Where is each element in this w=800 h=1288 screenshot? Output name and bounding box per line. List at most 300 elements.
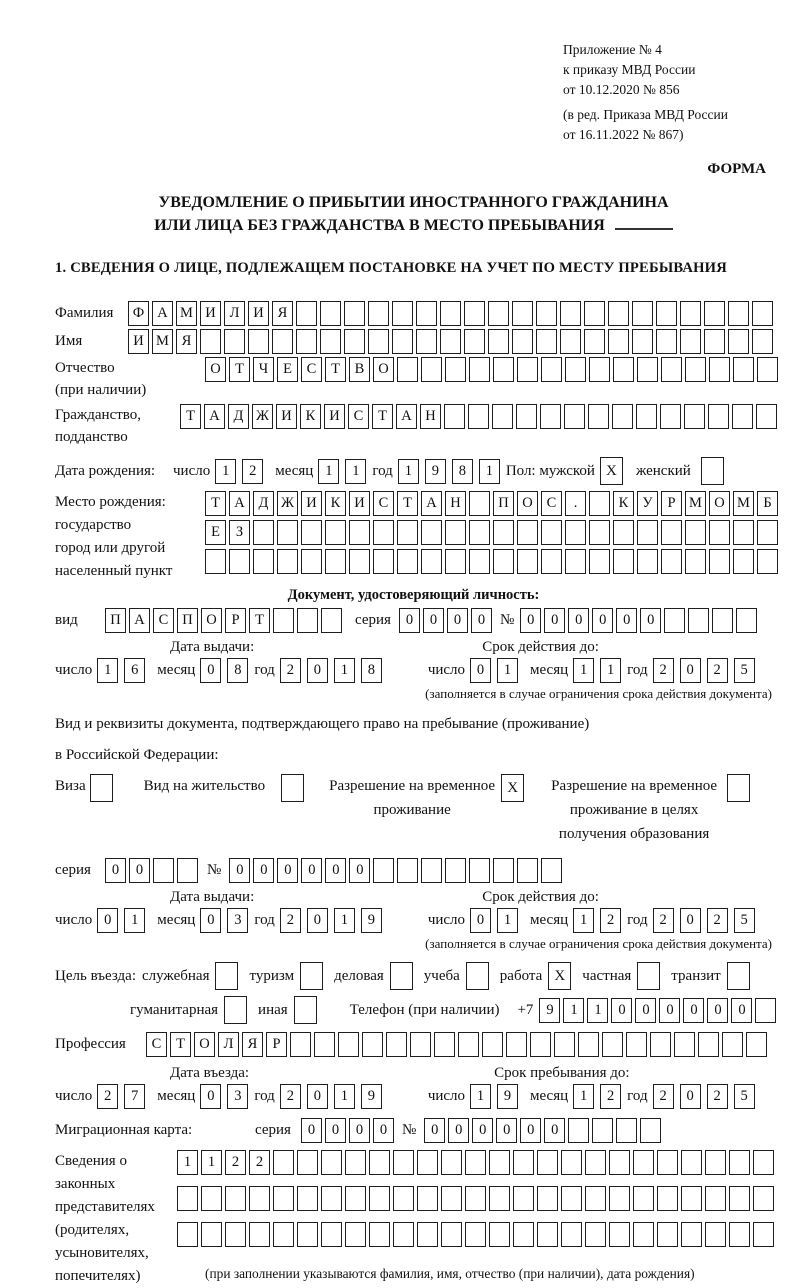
char-cell[interactable] — [297, 1186, 318, 1211]
char-cell[interactable] — [657, 1222, 678, 1247]
char-cell[interactable] — [253, 549, 274, 574]
char-cell[interactable]: 2 — [242, 459, 263, 484]
char-cell[interactable] — [568, 1118, 589, 1143]
char-cell[interactable] — [393, 1222, 414, 1247]
char-cell[interactable] — [493, 549, 514, 574]
char-cell[interactable] — [177, 1222, 198, 1247]
char-cell[interactable]: 1 — [600, 658, 621, 683]
char-cell[interactable] — [728, 329, 749, 354]
char-cell[interactable]: Л — [218, 1032, 239, 1057]
char-cell[interactable] — [301, 520, 322, 545]
char-cell[interactable]: 2 — [600, 1084, 621, 1109]
char-cell[interactable] — [729, 1186, 750, 1211]
char-cell[interactable]: 0 — [229, 858, 250, 883]
char-cell[interactable]: Д — [253, 491, 274, 516]
char-cell[interactable] — [345, 1186, 366, 1211]
char-cell[interactable] — [541, 520, 562, 545]
char-cell[interactable]: 0 — [325, 1118, 346, 1143]
char-cell[interactable] — [297, 608, 318, 633]
char-cell[interactable]: О — [373, 357, 394, 382]
char-cell[interactable]: 0 — [307, 908, 328, 933]
char-cell[interactable]: 0 — [447, 608, 468, 633]
char-cell[interactable] — [421, 520, 442, 545]
char-cell[interactable]: 0 — [200, 658, 221, 683]
char-cell[interactable]: 0 — [496, 1118, 517, 1143]
char-cell[interactable] — [489, 1222, 510, 1247]
char-cell[interactable]: И — [301, 491, 322, 516]
char-cell[interactable]: 0 — [448, 1118, 469, 1143]
char-cell[interactable]: X — [501, 774, 524, 802]
char-cell[interactable]: 2 — [249, 1150, 270, 1175]
char-cell[interactable] — [314, 1032, 335, 1057]
char-cell[interactable] — [373, 858, 394, 883]
char-cell[interactable] — [722, 1032, 743, 1057]
char-cell[interactable]: 0 — [616, 608, 637, 633]
char-cell[interactable]: М — [176, 301, 197, 326]
char-cell[interactable] — [465, 1222, 486, 1247]
char-cell[interactable]: 5 — [734, 658, 755, 683]
char-cell[interactable] — [541, 357, 562, 382]
char-cell[interactable]: 0 — [399, 608, 420, 633]
char-cell[interactable] — [248, 329, 269, 354]
char-cell[interactable] — [416, 301, 437, 326]
char-cell[interactable]: И — [200, 301, 221, 326]
char-cell[interactable]: 1 — [573, 658, 594, 683]
char-cell[interactable]: 2 — [707, 1084, 728, 1109]
char-cell[interactable] — [589, 520, 610, 545]
char-cell[interactable] — [584, 329, 605, 354]
char-cell[interactable] — [588, 404, 609, 429]
char-cell[interactable] — [680, 329, 701, 354]
char-cell[interactable]: 0 — [373, 1118, 394, 1143]
char-cell[interactable]: В — [349, 357, 370, 382]
char-cell[interactable]: О — [194, 1032, 215, 1057]
char-cell[interactable]: С — [146, 1032, 167, 1057]
char-cell[interactable]: 0 — [471, 608, 492, 633]
char-cell[interactable] — [516, 404, 537, 429]
char-cell[interactable] — [712, 608, 733, 633]
char-cell[interactable]: 1 — [334, 1084, 355, 1109]
char-cell[interactable] — [201, 1186, 222, 1211]
char-cell[interactable] — [441, 1222, 462, 1247]
char-cell[interactable] — [685, 520, 706, 545]
char-cell[interactable]: 1 — [97, 658, 118, 683]
char-cell[interactable] — [90, 774, 113, 802]
char-cell[interactable]: А — [152, 301, 173, 326]
char-cell[interactable]: 0 — [680, 908, 701, 933]
char-cell[interactable] — [565, 357, 586, 382]
char-cell[interactable] — [589, 491, 610, 516]
char-cell[interactable]: Ж — [277, 491, 298, 516]
char-cell[interactable]: Ч — [253, 357, 274, 382]
char-cell[interactable] — [704, 301, 725, 326]
char-cell[interactable]: М — [733, 491, 754, 516]
char-cell[interactable] — [177, 858, 198, 883]
char-cell[interactable]: 2 — [97, 1084, 118, 1109]
char-cell[interactable] — [273, 1222, 294, 1247]
char-cell[interactable] — [637, 549, 658, 574]
char-cell[interactable] — [537, 1222, 558, 1247]
char-cell[interactable]: 1 — [215, 459, 236, 484]
char-cell[interactable]: А — [421, 491, 442, 516]
char-cell[interactable] — [321, 608, 342, 633]
char-cell[interactable] — [709, 357, 730, 382]
char-cell[interactable] — [733, 520, 754, 545]
char-cell[interactable] — [637, 357, 658, 382]
char-cell[interactable]: Я — [176, 329, 197, 354]
char-cell[interactable] — [609, 1222, 630, 1247]
char-cell[interactable] — [517, 357, 538, 382]
char-cell[interactable] — [561, 1222, 582, 1247]
char-cell[interactable] — [705, 1186, 726, 1211]
char-cell[interactable] — [294, 996, 317, 1024]
char-cell[interactable] — [752, 301, 773, 326]
char-cell[interactable] — [513, 1222, 534, 1247]
char-cell[interactable] — [757, 549, 778, 574]
char-cell[interactable]: 1 — [497, 908, 518, 933]
char-cell[interactable]: 0 — [470, 908, 491, 933]
char-cell[interactable] — [489, 1186, 510, 1211]
char-cell[interactable] — [612, 404, 633, 429]
char-cell[interactable] — [585, 1222, 606, 1247]
char-cell[interactable]: 0 — [349, 858, 370, 883]
char-cell[interactable] — [225, 1186, 246, 1211]
char-cell[interactable] — [592, 1118, 613, 1143]
char-cell[interactable] — [488, 301, 509, 326]
char-cell[interactable] — [297, 1222, 318, 1247]
char-cell[interactable] — [733, 549, 754, 574]
char-cell[interactable] — [685, 549, 706, 574]
char-cell[interactable] — [397, 357, 418, 382]
char-cell[interactable]: 7 — [124, 1084, 145, 1109]
char-cell[interactable]: 1 — [573, 908, 594, 933]
char-cell[interactable] — [229, 549, 250, 574]
char-cell[interactable]: К — [613, 491, 634, 516]
char-cell[interactable]: 2 — [653, 908, 674, 933]
char-cell[interactable] — [493, 357, 514, 382]
char-cell[interactable]: 2 — [225, 1150, 246, 1175]
char-cell[interactable] — [656, 329, 677, 354]
char-cell[interactable] — [681, 1222, 702, 1247]
char-cell[interactable]: 2 — [280, 908, 301, 933]
char-cell[interactable] — [369, 1186, 390, 1211]
char-cell[interactable]: М — [152, 329, 173, 354]
char-cell[interactable] — [444, 404, 465, 429]
char-cell[interactable]: 9 — [497, 1084, 518, 1109]
char-cell[interactable] — [705, 1222, 726, 1247]
char-cell[interactable]: М — [685, 491, 706, 516]
char-cell[interactable] — [272, 329, 293, 354]
char-cell[interactable]: У — [637, 491, 658, 516]
char-cell[interactable] — [681, 1186, 702, 1211]
char-cell[interactable]: 2 — [600, 908, 621, 933]
char-cell[interactable] — [441, 1186, 462, 1211]
char-cell[interactable]: 1 — [334, 658, 355, 683]
char-cell[interactable]: 1 — [124, 908, 145, 933]
char-cell[interactable] — [440, 301, 461, 326]
char-cell[interactable]: X — [548, 962, 571, 990]
char-cell[interactable]: Т — [397, 491, 418, 516]
char-cell[interactable] — [273, 608, 294, 633]
char-cell[interactable] — [373, 520, 394, 545]
char-cell[interactable] — [225, 1222, 246, 1247]
char-cell[interactable]: 0 — [325, 858, 346, 883]
char-cell[interactable]: 2 — [653, 1084, 674, 1109]
char-cell[interactable] — [301, 549, 322, 574]
char-cell[interactable]: 0 — [301, 1118, 322, 1143]
char-cell[interactable] — [344, 329, 365, 354]
char-cell[interactable]: 0 — [105, 858, 126, 883]
char-cell[interactable]: И — [349, 491, 370, 516]
char-cell[interactable] — [321, 1186, 342, 1211]
char-cell[interactable]: Т — [170, 1032, 191, 1057]
char-cell[interactable]: 8 — [452, 459, 473, 484]
char-cell[interactable] — [661, 357, 682, 382]
char-cell[interactable]: 0 — [611, 998, 632, 1023]
char-cell[interactable] — [680, 301, 701, 326]
char-cell[interactable] — [656, 301, 677, 326]
char-cell[interactable] — [701, 457, 724, 485]
char-cell[interactable] — [493, 520, 514, 545]
char-cell[interactable] — [755, 998, 776, 1023]
char-cell[interactable]: Р — [661, 491, 682, 516]
char-cell[interactable]: Е — [277, 357, 298, 382]
char-cell[interactable] — [417, 1222, 438, 1247]
char-cell[interactable] — [564, 404, 585, 429]
char-cell[interactable] — [704, 329, 725, 354]
char-cell[interactable] — [153, 858, 174, 883]
char-cell[interactable]: И — [128, 329, 149, 354]
char-cell[interactable]: 9 — [539, 998, 560, 1023]
char-cell[interactable] — [757, 520, 778, 545]
char-cell[interactable]: Т — [325, 357, 346, 382]
char-cell[interactable] — [608, 301, 629, 326]
char-cell[interactable] — [320, 301, 341, 326]
char-cell[interactable] — [393, 1186, 414, 1211]
char-cell[interactable]: Л — [224, 301, 245, 326]
char-cell[interactable] — [349, 520, 370, 545]
char-cell[interactable]: 1 — [318, 459, 339, 484]
char-cell[interactable] — [650, 1032, 671, 1057]
char-cell[interactable] — [345, 1222, 366, 1247]
char-cell[interactable]: Е — [205, 520, 226, 545]
char-cell[interactable] — [368, 329, 389, 354]
char-cell[interactable] — [281, 774, 304, 802]
char-cell[interactable]: 1 — [573, 1084, 594, 1109]
char-cell[interactable]: X — [600, 457, 623, 485]
char-cell[interactable]: Н — [420, 404, 441, 429]
char-cell[interactable] — [445, 520, 466, 545]
char-cell[interactable]: Т — [229, 357, 250, 382]
char-cell[interactable]: О — [709, 491, 730, 516]
char-cell[interactable]: 0 — [200, 908, 221, 933]
char-cell[interactable]: 1 — [201, 1150, 222, 1175]
char-cell[interactable]: Р — [266, 1032, 287, 1057]
char-cell[interactable] — [205, 549, 226, 574]
char-cell[interactable] — [541, 858, 562, 883]
char-cell[interactable] — [660, 404, 681, 429]
char-cell[interactable] — [728, 301, 749, 326]
char-cell[interactable]: 0 — [592, 608, 613, 633]
char-cell[interactable] — [224, 329, 245, 354]
char-cell[interactable]: И — [324, 404, 345, 429]
char-cell[interactable]: Ф — [128, 301, 149, 326]
char-cell[interactable]: 1 — [177, 1150, 198, 1175]
char-cell[interactable] — [517, 549, 538, 574]
char-cell[interactable]: 1 — [470, 1084, 491, 1109]
char-cell[interactable] — [368, 301, 389, 326]
char-cell[interactable]: 8 — [361, 658, 382, 683]
char-cell[interactable] — [613, 549, 634, 574]
char-cell[interactable] — [273, 1186, 294, 1211]
char-cell[interactable]: С — [348, 404, 369, 429]
char-cell[interactable]: 0 — [680, 1084, 701, 1109]
char-cell[interactable]: 0 — [683, 998, 704, 1023]
char-cell[interactable]: 2 — [280, 658, 301, 683]
char-cell[interactable] — [325, 520, 346, 545]
char-cell[interactable]: 0 — [307, 1084, 328, 1109]
char-cell[interactable] — [632, 329, 653, 354]
char-cell[interactable]: 0 — [680, 658, 701, 683]
char-cell[interactable]: . — [565, 491, 586, 516]
char-cell[interactable]: 1 — [345, 459, 366, 484]
char-cell[interactable]: Т — [180, 404, 201, 429]
char-cell[interactable] — [386, 1032, 407, 1057]
char-cell[interactable] — [684, 404, 705, 429]
char-cell[interactable]: 0 — [200, 1084, 221, 1109]
char-cell[interactable] — [224, 996, 247, 1024]
char-cell[interactable] — [440, 329, 461, 354]
char-cell[interactable] — [688, 608, 709, 633]
char-cell[interactable] — [736, 608, 757, 633]
char-cell[interactable] — [469, 491, 490, 516]
char-cell[interactable]: 0 — [707, 998, 728, 1023]
char-cell[interactable]: 0 — [307, 658, 328, 683]
char-cell[interactable]: К — [300, 404, 321, 429]
char-cell[interactable] — [674, 1032, 695, 1057]
char-cell[interactable]: А — [129, 608, 150, 633]
char-cell[interactable] — [565, 549, 586, 574]
char-cell[interactable] — [613, 357, 634, 382]
char-cell[interactable]: И — [248, 301, 269, 326]
char-cell[interactable]: 0 — [129, 858, 150, 883]
char-cell[interactable]: Б — [757, 491, 778, 516]
char-cell[interactable] — [215, 962, 238, 990]
char-cell[interactable] — [664, 608, 685, 633]
char-cell[interactable]: Я — [272, 301, 293, 326]
char-cell[interactable] — [637, 520, 658, 545]
char-cell[interactable]: И — [276, 404, 297, 429]
char-cell[interactable]: А — [229, 491, 250, 516]
char-cell[interactable] — [636, 404, 657, 429]
char-cell[interactable]: 1 — [587, 998, 608, 1023]
char-cell[interactable] — [513, 1186, 534, 1211]
char-cell[interactable] — [530, 1032, 551, 1057]
char-cell[interactable]: А — [396, 404, 417, 429]
char-cell[interactable]: З — [229, 520, 250, 545]
char-cell[interactable] — [561, 1186, 582, 1211]
char-cell[interactable]: 0 — [301, 858, 322, 883]
char-cell[interactable]: 2 — [653, 658, 674, 683]
char-cell[interactable] — [392, 329, 413, 354]
char-cell[interactable] — [708, 404, 729, 429]
char-cell[interactable]: 1 — [497, 658, 518, 683]
char-cell[interactable]: 0 — [97, 908, 118, 933]
char-cell[interactable] — [338, 1032, 359, 1057]
char-cell[interactable] — [397, 549, 418, 574]
char-cell[interactable] — [732, 404, 753, 429]
char-cell[interactable] — [397, 858, 418, 883]
char-cell[interactable] — [320, 329, 341, 354]
char-cell[interactable] — [512, 329, 533, 354]
char-cell[interactable]: О — [517, 491, 538, 516]
char-cell[interactable] — [685, 357, 706, 382]
char-cell[interactable]: 0 — [520, 1118, 541, 1143]
char-cell[interactable] — [344, 301, 365, 326]
char-cell[interactable] — [746, 1032, 767, 1057]
char-cell[interactable] — [727, 774, 750, 802]
char-cell[interactable]: 1 — [334, 908, 355, 933]
char-cell[interactable] — [537, 1186, 558, 1211]
char-cell[interactable]: 0 — [544, 1118, 565, 1143]
char-cell[interactable] — [296, 329, 317, 354]
char-cell[interactable] — [277, 549, 298, 574]
char-cell[interactable]: П — [177, 608, 198, 633]
char-cell[interactable] — [517, 858, 538, 883]
char-cell[interactable] — [488, 329, 509, 354]
char-cell[interactable] — [756, 404, 777, 429]
char-cell[interactable]: Н — [445, 491, 466, 516]
char-cell[interactable]: 1 — [479, 459, 500, 484]
char-cell[interactable]: 1 — [563, 998, 584, 1023]
char-cell[interactable]: 0 — [423, 608, 444, 633]
char-cell[interactable] — [733, 357, 754, 382]
char-cell[interactable]: Р — [225, 608, 246, 633]
char-cell[interactable] — [602, 1032, 623, 1057]
char-cell[interactable]: 1 — [398, 459, 419, 484]
char-cell[interactable]: 9 — [361, 908, 382, 933]
char-cell[interactable]: 5 — [734, 1084, 755, 1109]
char-cell[interactable] — [536, 329, 557, 354]
char-cell[interactable]: 9 — [425, 459, 446, 484]
char-cell[interactable] — [369, 1222, 390, 1247]
char-cell[interactable] — [397, 520, 418, 545]
char-cell[interactable]: Т — [205, 491, 226, 516]
char-cell[interactable] — [753, 1186, 774, 1211]
char-cell[interactable] — [296, 301, 317, 326]
char-cell[interactable]: 2 — [707, 908, 728, 933]
char-cell[interactable]: 0 — [253, 858, 274, 883]
char-cell[interactable] — [589, 549, 610, 574]
char-cell[interactable]: 0 — [520, 608, 541, 633]
char-cell[interactable] — [421, 549, 442, 574]
char-cell[interactable] — [277, 520, 298, 545]
char-cell[interactable] — [729, 1222, 750, 1247]
char-cell[interactable]: 2 — [707, 658, 728, 683]
char-cell[interactable]: 5 — [734, 908, 755, 933]
char-cell[interactable] — [249, 1186, 270, 1211]
char-cell[interactable]: К — [325, 491, 346, 516]
char-cell[interactable] — [709, 549, 730, 574]
char-cell[interactable] — [177, 1186, 198, 1211]
char-cell[interactable] — [616, 1118, 637, 1143]
char-cell[interactable] — [390, 962, 413, 990]
char-cell[interactable] — [469, 549, 490, 574]
char-cell[interactable] — [469, 357, 490, 382]
char-cell[interactable] — [464, 301, 485, 326]
char-cell[interactable] — [609, 1186, 630, 1211]
char-cell[interactable] — [540, 404, 561, 429]
